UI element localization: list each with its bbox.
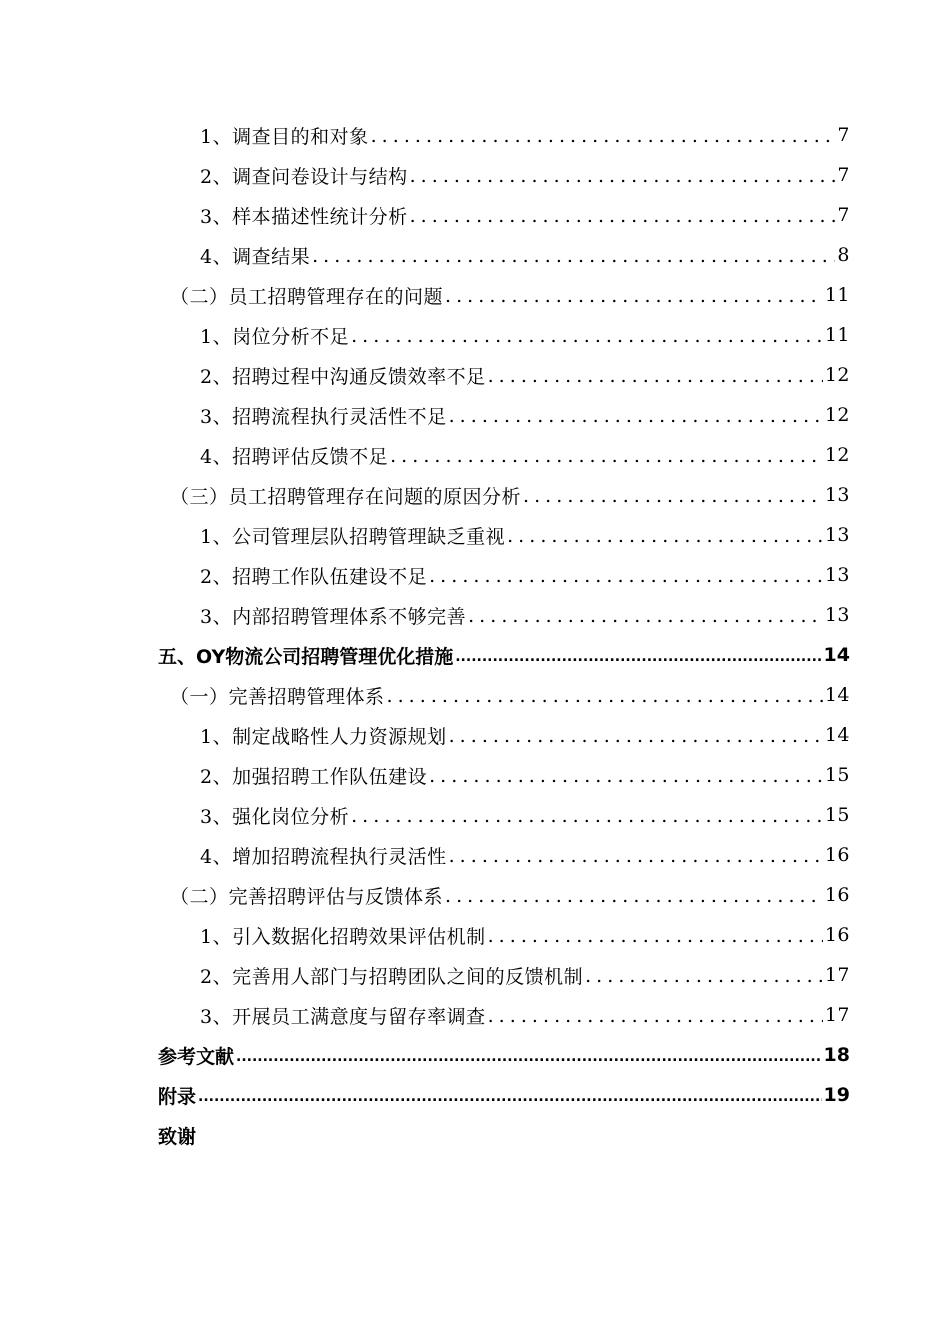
toc-entry-page-number: 16 [824,884,850,906]
toc-entry-page-number: 16 [824,924,850,946]
toc-entry-page-number: 15 [824,804,850,826]
toc-entry[interactable] [0,635,950,675]
toc-leader-dots [312,247,835,275]
toc-entry-label: 3、招聘流程执行灵活性不足 [200,405,447,428]
toc-entry-label: 2、调查问卷设计与结构 [200,165,408,188]
toc-entry-page-number: 12 [824,444,850,466]
toc-leader-dots [198,1086,822,1115]
toc-entry-label: 1、制定战略性人力资源规划 [200,725,447,748]
toc-entry-page-number: 11 [824,284,850,306]
toc-entry-page-number: 14 [824,684,850,706]
toc-entry[interactable] [0,1035,950,1075]
toc-entry[interactable] [0,835,950,875]
toc-entry-label: 1、岗位分析不足 [200,325,350,348]
toc-leader-dots [236,1046,822,1075]
toc-leader-dots [488,1007,823,1035]
toc-entry[interactable] [0,235,950,275]
table-of-contents [0,115,950,1155]
toc-entry-page-number: 7 [837,164,850,186]
toc-entry[interactable] [0,875,950,915]
toc-entry-label: 附录 [158,1085,197,1108]
toc-entry-label: 3、样本描述性统计分析 [200,205,408,228]
toc-entry-page-number: 19 [823,1084,850,1106]
toc-entry[interactable] [0,555,950,595]
toc-entry[interactable] [0,955,950,995]
toc-entry-page-number: 13 [824,484,850,506]
toc-leader-dots [585,967,823,995]
toc-entry-label: （三）员工招聘管理存在问题的原因分析 [170,485,522,508]
toc-leader-dots [449,407,823,435]
toc-entry[interactable] [0,755,950,795]
toc-entry[interactable] [0,115,950,155]
toc-leader-dots [351,807,823,835]
toc-leader-dots [507,527,823,555]
toc-leader-dots [455,646,821,675]
toc-entry[interactable] [0,515,950,555]
toc-entry[interactable] [0,395,950,435]
toc-entry[interactable] [0,1075,950,1115]
toc-entry[interactable] [0,355,950,395]
toc-entry-label: （二）员工招聘管理存在的问题 [170,285,444,308]
toc-entry[interactable] [0,795,950,835]
toc-entry-label: 致谢 [158,1125,197,1148]
toc-entry-page-number: 11 [824,324,850,346]
toc-leader-dots [351,327,823,355]
toc-leader-dots [488,367,823,395]
toc-entry-label: 2、招聘过程中沟通反馈效率不足 [200,365,486,388]
toc-leader-dots [445,887,823,915]
toc-entry-page-number: 7 [837,204,850,226]
toc-entry-page-number: 14 [824,724,850,746]
toc-entry[interactable] [0,675,950,715]
toc-leader-dots [429,567,823,595]
toc-leader-dots [390,447,823,475]
toc-entry-label: （二）完善招聘评估与反馈体系 [170,885,444,908]
toc-entry-label: 1、引入数据化招聘效果评估机制 [200,925,486,948]
toc-entry-page-number: 8 [837,244,850,266]
toc-entry[interactable] [0,995,950,1035]
toc-leader-dots [429,767,823,795]
toc-entry-page-number: 13 [824,564,850,586]
toc-leader-dots [410,167,836,195]
toc-entry-page-number: 7 [837,124,850,146]
toc-entry-label: 3、开展员工满意度与留存率调查 [200,1005,486,1028]
toc-entry-label: 1、公司管理层队招聘管理缺乏重视 [200,525,506,548]
toc-leader-dots [445,287,823,315]
toc-entry-page-number: 13 [824,524,850,546]
toc-entry[interactable] [0,195,950,235]
toc-leader-dots [488,927,823,955]
toc-entry-label: 4、招聘评估反馈不足 [200,445,389,468]
toc-entry-label: 2、招聘工作队伍建设不足 [200,565,428,588]
toc-entry[interactable] [0,435,950,475]
toc-entry-page-number: 16 [824,844,850,866]
toc-leader-dots [410,207,836,235]
toc-entry-page-number: 14 [823,644,850,666]
toc-entry-page-number: 15 [824,764,850,786]
toc-entry[interactable] [0,1115,950,1155]
toc-leader-dots [468,607,823,635]
toc-entry[interactable] [0,915,950,955]
toc-entry-page-number: 12 [824,404,850,426]
toc-entry[interactable] [0,155,950,195]
toc-leader-dots [449,847,823,875]
toc-entry[interactable] [0,475,950,515]
toc-entry-label: 五、OY物流公司招聘管理优化措施 [158,645,454,668]
toc-entry-page-number: 12 [824,364,850,386]
toc-entry-page-number: 13 [824,604,850,626]
toc-entry[interactable] [0,715,950,755]
toc-leader-dots [371,127,836,155]
toc-entry-label: 2、加强招聘工作队伍建设 [200,765,428,788]
toc-entry[interactable] [0,595,950,635]
toc-entry-page-number: 18 [823,1044,850,1066]
toc-entry-page-number: 17 [824,1004,850,1026]
toc-entry-label: 3、强化岗位分析 [200,805,350,828]
toc-entry[interactable] [0,275,950,315]
toc-leader-dots [523,487,823,515]
toc-entry-label: 4、增加招聘流程执行灵活性 [200,845,447,868]
toc-entry-page-number: 17 [824,964,850,986]
toc-leader-dots [449,727,823,755]
toc-leader-dots [387,687,823,715]
toc-entry-label: 参考文献 [158,1045,235,1068]
toc-entry[interactable] [0,315,950,355]
toc-entry-label: （一）完善招聘管理体系 [170,685,385,708]
toc-entry-label: 2、完善用人部门与招聘团队之间的反馈机制 [200,965,584,988]
toc-entry-label: 3、内部招聘管理体系不够完善 [200,605,467,628]
toc-entry-label: 1、调查目的和对象 [200,125,369,148]
toc-entry-label: 4、调查结果 [200,245,311,268]
